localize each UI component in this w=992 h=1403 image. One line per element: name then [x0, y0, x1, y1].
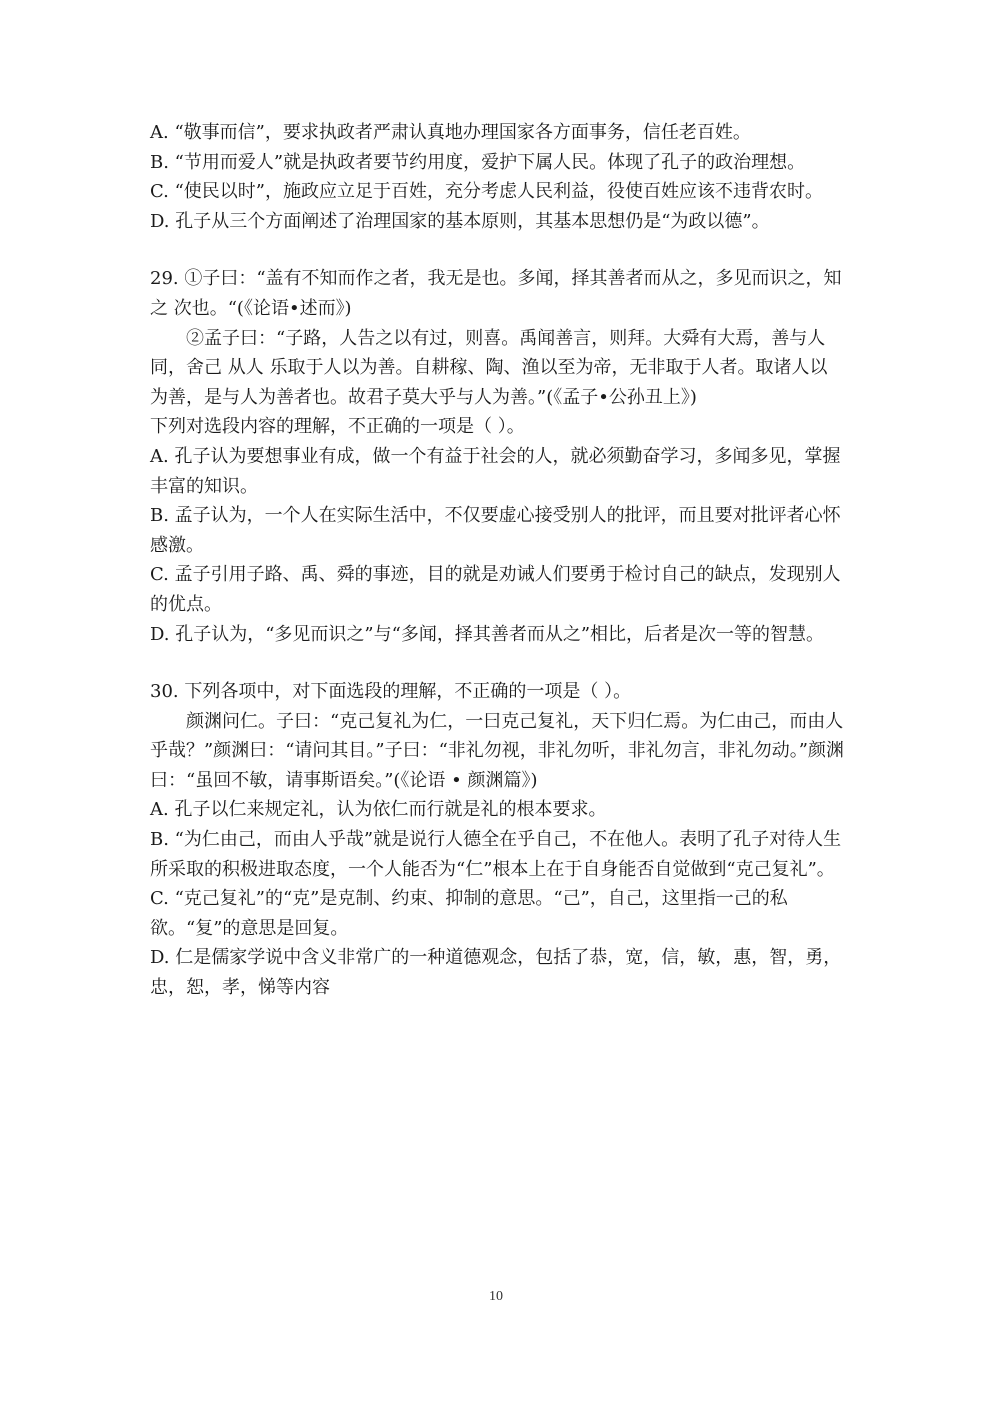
q30-option-b: B. “为仁由己，而由人乎哉”就是说行人德全在乎自己，不在他人。表明了孔子对待人生所采取的积极进取态度，一个人能否为“仁”根本上在于自身能否自觉做到“克己复礼”。 [150, 829, 842, 880]
q30-option-a: A. 孔子以仁来规定礼，认为依仁而行就是礼的根本要求。 [150, 799, 607, 821]
q30-question: 30. 下列各项中，对下面选段的理解，不正确的一项是（ ）。 [150, 681, 632, 703]
page-number: 10 [489, 1289, 503, 1304]
q29-passage-1: 29. ①子曰：“盖有不知而作之者，我无是也。多闻，择其善者而从之，多见而识之，知之 次也。“(《论语•述而》) [150, 268, 842, 319]
q30-option-c: C. “克己复礼”的“克”是克制、约束、抑制的意思。“己”，自己，这里指一己的私欲。“复”的意思是回复。 [150, 888, 788, 939]
spacer [150, 236, 845, 264]
question-29 [150, 264, 845, 649]
q29-option-a: A. 孔子认为要想事业有成，做一个有益于社会的人，就必须勤奋学习，多闻多见，掌握丰富的知识。 [150, 445, 841, 497]
q29-question: 下列对选段内容的理解，不正确的一项是（ ）。 [150, 416, 525, 438]
question-30 [150, 677, 845, 1003]
q28-option-a: A. “敬事而信”，要求执政者严肃认真地办理国家各方面事务，信任老百姓。 [150, 122, 751, 143]
spacer [150, 649, 845, 677]
q29-passage-2: ②孟子曰：“子路，人告之以有过，则喜。禹闻善言，则拜。大舜有大焉，善与人同，舍己 从人 乐取于人以为善。自耕稼、陶、渔以至为帝，无非取于人者。取诸人以为善，是与人为善者也。故君子莫大乎与人为善。”(《孟子•公孙丑上》) [150, 327, 828, 408]
q29-option-c: C. 孟子引用子路、禹、舜的事迹，目的就是劝诫人们要勇于检讨自己的缺点，发现别人的优点。 [150, 564, 841, 615]
q29-option-d: D. 孔子认为，“多见而识之”与“多闻，择其善者而从之”相比，后者是次一等的智慧。 [150, 623, 825, 645]
q28-option-b: B. “节用而爱人”就是执政者要节约用度，爱护下属人民。体现了孔子的政治理想。 [150, 151, 806, 173]
question-28-options [150, 118, 845, 236]
q28-option-d: D. 孔子从三个方面阐述了治理国家的基本原则，其基本思想仍是“为政以德”。 [150, 210, 770, 232]
q30-option-d: D. 仁是儒家学说中含义非常广的一种道德观念，包括了恭，宽，信，敏，惠，智，勇，忠，恕，孝，悌等内容 [150, 947, 842, 999]
q28-option-c: C. “使民以时”，施政应立足于百姓，充分考虑人民利益，役使百姓应该不违背农时。 [150, 181, 823, 203]
q30-passage: 颜渊问仁。子曰：“克己复礼为仁，一曰克己复礼，天下归仁焉。为仁由己，而由人乎哉？”颜渊曰：“请问其目。”子曰：“非礼勿视，非礼勿听，非礼勿言，非礼勿动。”颜渊曰：“虽回不敏，请事斯语矣。”(《论语 • 颜渊篇》) [150, 710, 845, 791]
page-content [150, 118, 845, 1003]
q29-option-b: B. 孟子认为，一个人在实际生活中，不仅要虚心接受别人的批评，而且要对批评者心怀感激。 [150, 505, 841, 556]
